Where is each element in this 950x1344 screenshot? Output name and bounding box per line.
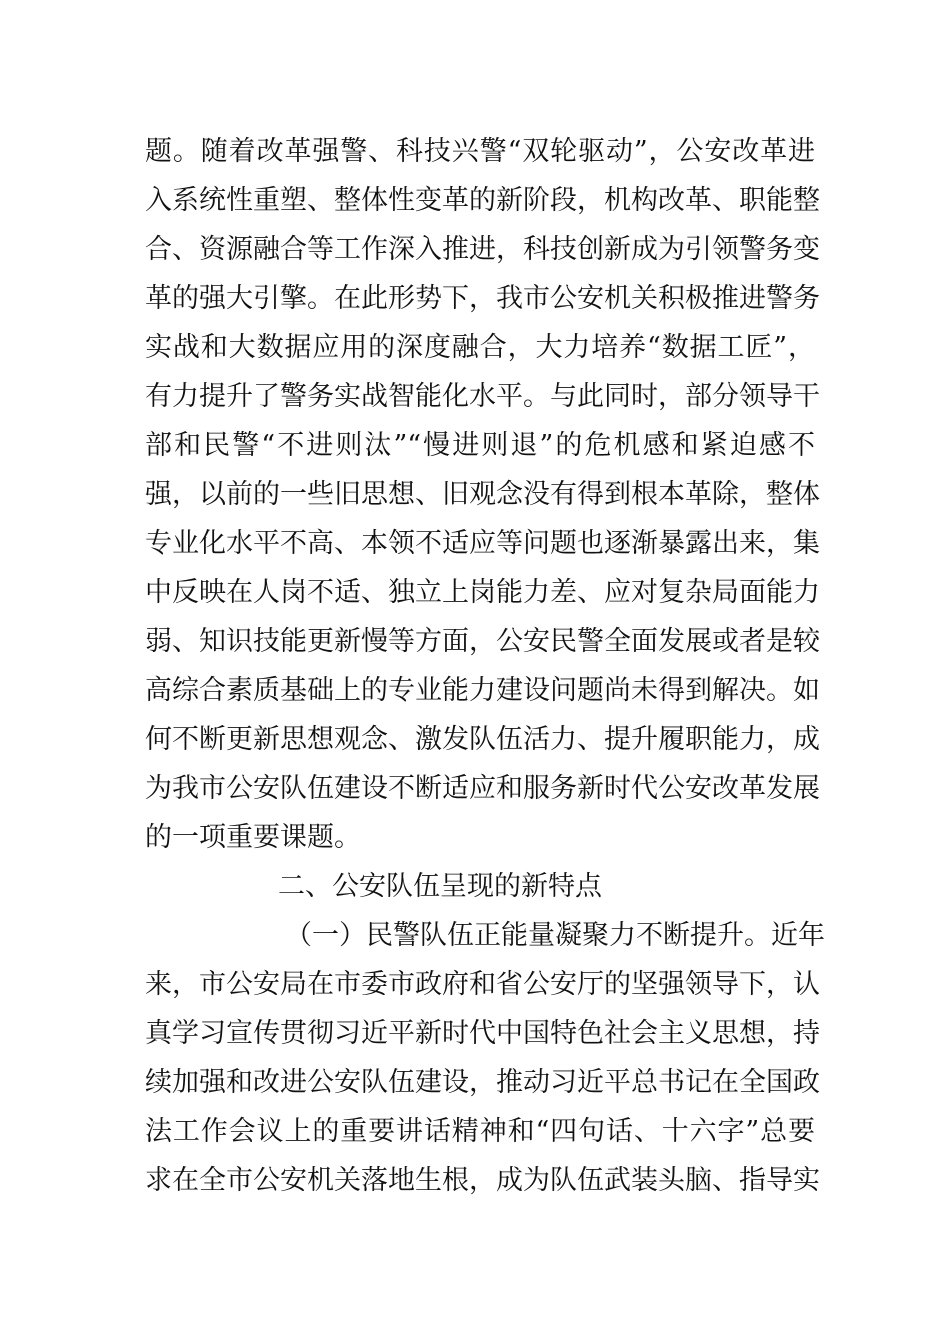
text-line: 入系统性重塑、整体性变革的新阶段，机构改革、职能整 — [145, 185, 820, 216]
text-line: 题。随着改革强警、科技兴警“双轮驱动”，公安改革进 — [145, 136, 815, 167]
text-line: 强，以前的一些旧思想、旧观念没有得到根本革除，整体 — [145, 479, 820, 510]
text-line: 为我市公安队伍建设不断适应和服务新时代公安改革发展 — [145, 773, 820, 804]
text-line: 部和民警“不进则汰”“慢进则退”的危机感和紧迫感不 — [145, 430, 815, 461]
text-line: 革的强大引擎。在此形势下，我市公安机关积极推进警务 — [145, 283, 820, 314]
text-line: 弱、知识技能更新慢等方面，公安民警全面发展或者是较 — [145, 626, 820, 657]
text-line: 的一项重要课题。 — [145, 822, 361, 853]
text-line: 实战和大数据应用的深度融合，大力培养“数据工匠”， — [145, 332, 815, 363]
text-line: 来，市公安局在市委市政府和省公安厅的坚强领导下，认 — [145, 969, 820, 1000]
subsection-heading: （一）民警队伍正能量凝聚力不断提升。近年 — [285, 920, 825, 951]
text-line: 有力提升了警务实战智能化水平。与此同时，部分领导干 — [145, 381, 820, 412]
text-line: 法工作会议上的重要讲话精神和“四句话、十六字”总要 — [145, 1116, 815, 1147]
text-line: 何不断更新思想观念、激发队伍活力、提升履职能力，成 — [145, 724, 820, 755]
text-line: 续加强和改进公安队伍建设，推动习近平总书记在全国政 — [145, 1067, 820, 1098]
text-line: 高综合素质基础上的专业能力建设问题尚未得到解决。如 — [145, 675, 820, 706]
section-heading: 二、公安队伍呈现的新特点 — [278, 871, 602, 902]
text-line: 专业化水平不高、本领不适应等问题也逐渐暴露出来，集 — [145, 528, 820, 559]
text-line: 合、资源融合等工作深入推进，科技创新成为引领警务变 — [145, 234, 820, 265]
text-line: 求在全市公安机关落地生根，成为队伍武装头脑、指导实 — [145, 1165, 820, 1196]
text-line: 中反映在人岗不适、独立上岗能力差、应对复杂局面能力 — [145, 577, 820, 608]
text-line: 真学习宣传贯彻习近平新时代中国特色社会主义思想，持 — [145, 1018, 820, 1049]
